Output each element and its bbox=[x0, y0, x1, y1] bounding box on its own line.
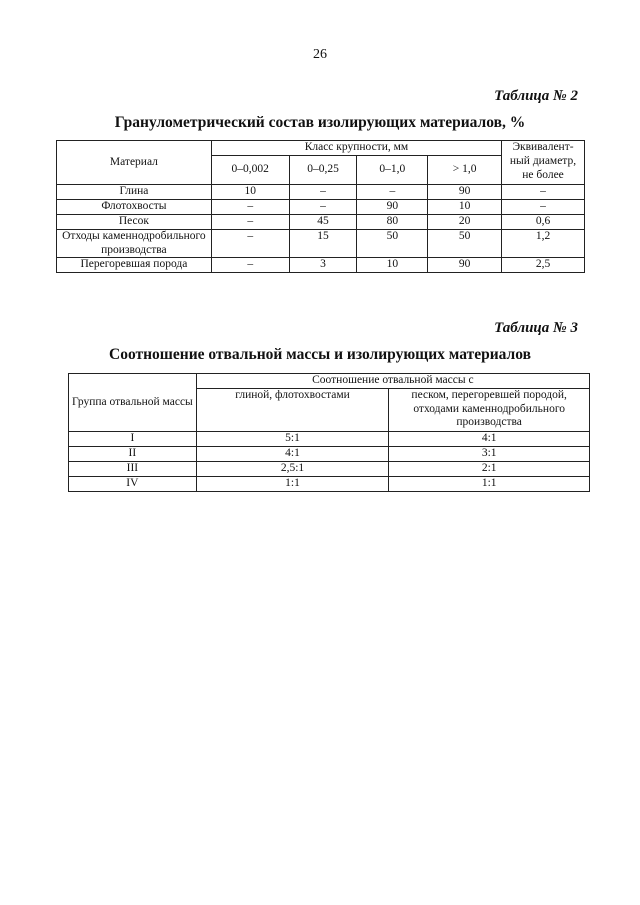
table-header-row bbox=[69, 374, 590, 389]
table-row bbox=[57, 229, 585, 258]
header-equivalent-diameter: Эквивалент-ный диаметр, не более bbox=[502, 141, 585, 185]
table-cell: – bbox=[211, 258, 289, 273]
table-cell: – bbox=[289, 184, 357, 199]
table-row bbox=[57, 258, 585, 273]
table-row bbox=[57, 199, 585, 214]
table-cell: 0,6 bbox=[502, 214, 585, 229]
table-cell: – bbox=[502, 199, 585, 214]
table-cell: 2,5 bbox=[502, 258, 585, 273]
table-cell: 2,5:1 bbox=[196, 461, 389, 476]
cell-material: Отходы каменнодробильного производства bbox=[57, 229, 212, 258]
cell-group: I bbox=[69, 431, 197, 446]
cell-material: Песок bbox=[57, 214, 212, 229]
table-cell: 50 bbox=[428, 229, 502, 258]
table-cell: 1:1 bbox=[389, 476, 590, 491]
cell-material: Перегоревшая порода bbox=[57, 258, 212, 273]
cell-material: Глина bbox=[57, 184, 212, 199]
header-group: Группа отвальной массы bbox=[69, 374, 197, 432]
cell-group: IV bbox=[69, 476, 197, 491]
header-ratio: Соотношение отвальной массы с bbox=[196, 374, 589, 389]
header-material: Материал bbox=[57, 141, 212, 185]
table-cell: 5:1 bbox=[196, 431, 389, 446]
table-cell: 10 bbox=[357, 258, 428, 273]
table-cell: 10 bbox=[211, 184, 289, 199]
table-cell: 50 bbox=[357, 229, 428, 258]
table2-title: Гранулометрический состав изолирующих материалов, % bbox=[114, 114, 526, 131]
table-cell: 90 bbox=[428, 258, 502, 273]
subheader-cell: 0–0,25 bbox=[289, 155, 357, 184]
subheader-cell: 0–1,0 bbox=[357, 155, 428, 184]
table-cell: 20 bbox=[428, 214, 502, 229]
subheader-cell: > 1,0 bbox=[428, 155, 502, 184]
table-row bbox=[57, 214, 585, 229]
cell-group: II bbox=[69, 446, 197, 461]
table-cell: 4:1 bbox=[389, 431, 590, 446]
cell-material: Флотохвосты bbox=[57, 199, 212, 214]
table-cell: – bbox=[289, 199, 357, 214]
table3-caption: Таблица № 3 bbox=[494, 320, 578, 336]
table-cell: 3:1 bbox=[389, 446, 590, 461]
header-size-class: Класс крупности, мм bbox=[211, 141, 501, 156]
table2-caption: Таблица № 2 bbox=[494, 88, 578, 104]
table3-title: Соотношение отвальной массы и изолирующих материалов bbox=[109, 346, 531, 363]
table-cell: 90 bbox=[428, 184, 502, 199]
subheader-sand: песком, перегоревшей породой, отходами каменнодробильного производства bbox=[389, 388, 590, 431]
table-cell: 90 bbox=[357, 199, 428, 214]
table-header-row bbox=[57, 141, 585, 156]
table-cell: – bbox=[502, 184, 585, 199]
table-row bbox=[69, 461, 590, 476]
table-cell: 45 bbox=[289, 214, 357, 229]
table-cell: – bbox=[211, 214, 289, 229]
table-cell: 2:1 bbox=[389, 461, 590, 476]
page-number: 26 bbox=[313, 47, 327, 62]
table-cell: – bbox=[211, 229, 289, 258]
subheader-cell: 0–0,002 bbox=[211, 155, 289, 184]
table-cell: 10 bbox=[428, 199, 502, 214]
ratio-table bbox=[68, 373, 590, 492]
table-cell: 1,2 bbox=[502, 229, 585, 258]
table-cell: – bbox=[211, 199, 289, 214]
table-row bbox=[69, 446, 590, 461]
cell-group: III bbox=[69, 461, 197, 476]
table-row bbox=[57, 184, 585, 199]
table-cell: 1:1 bbox=[196, 476, 389, 491]
granulometric-table bbox=[56, 140, 585, 273]
table-cell: 4:1 bbox=[196, 446, 389, 461]
table-row bbox=[69, 431, 590, 446]
table-cell: – bbox=[357, 184, 428, 199]
table-cell: 15 bbox=[289, 229, 357, 258]
table-row bbox=[69, 476, 590, 491]
subheader-clay: глиной, флотохвостами bbox=[196, 388, 389, 431]
table-cell: 3 bbox=[289, 258, 357, 273]
table-cell: 80 bbox=[357, 214, 428, 229]
